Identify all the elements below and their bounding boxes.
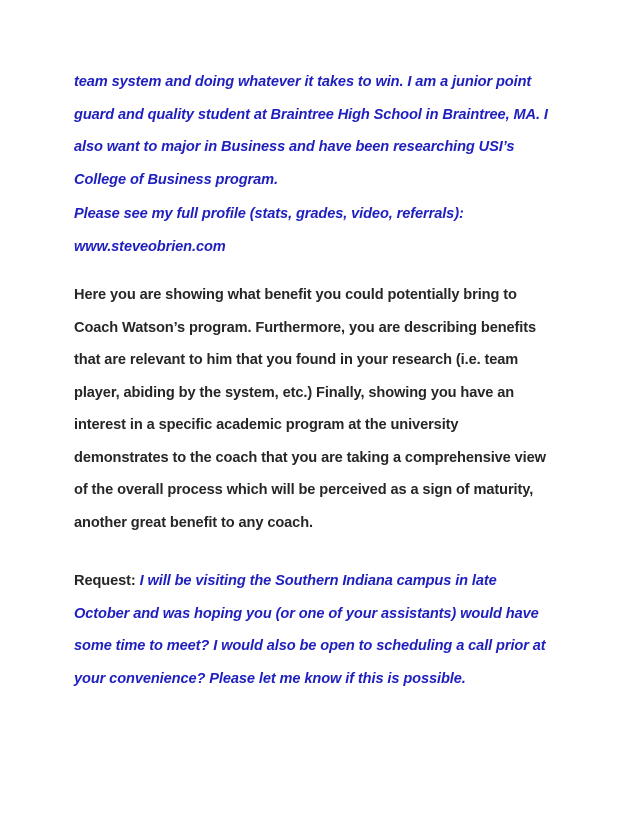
intro-paragraph xyxy=(74,66,574,196)
explanation-line: that are relevant to him that you found in your research (i.e. team xyxy=(74,352,519,368)
request-line: October and was hoping you (or one of your assistants) would have xyxy=(74,605,539,622)
explanation-line: Coach Watson’s program. Furthermore, you are describing benefits xyxy=(74,319,537,336)
explanation-line: Here you are showing what benefit you could potentially bring to xyxy=(74,287,517,303)
explanation-line: player, abiding by the system, etc.) Finally, showing you have an xyxy=(74,384,515,401)
intro-line: also want to major in Business and have been researching USI’s xyxy=(74,139,515,155)
request-first-line xyxy=(74,565,574,598)
request-line: I will be visiting the Southern Indiana campus in late xyxy=(139,573,497,589)
request-line: some time to meet? I would also be open to scheduling a call prior at xyxy=(74,638,546,654)
explanation-line: another great benefit to any coach. xyxy=(74,514,313,531)
request-paragraph xyxy=(74,565,574,695)
profile-paragraph xyxy=(74,198,574,263)
explanation-line: interest in a specific academic program at the university xyxy=(74,417,459,433)
profile-line: Please see my full profile (stats, grades, video, referrals): xyxy=(74,206,464,222)
request-line: your convenience? Please let me know if this is possible. xyxy=(74,670,466,687)
explanation-line: of the overall process which will be perceived as a sign of maturity, xyxy=(74,482,534,498)
explanation-paragraph xyxy=(74,279,574,539)
profile-url: www.steveobrien.com xyxy=(74,238,226,255)
explanation-line: demonstrates to the coach that you are taking a comprehensive view xyxy=(74,449,546,466)
intro-line: team system and doing whatever it takes to win. I am a junior point xyxy=(74,74,532,90)
intro-line: College of Business program. xyxy=(74,171,278,188)
intro-line: guard and quality student at Braintree High School in Braintree, MA. I xyxy=(74,106,548,123)
request-label: Request: xyxy=(74,573,140,589)
